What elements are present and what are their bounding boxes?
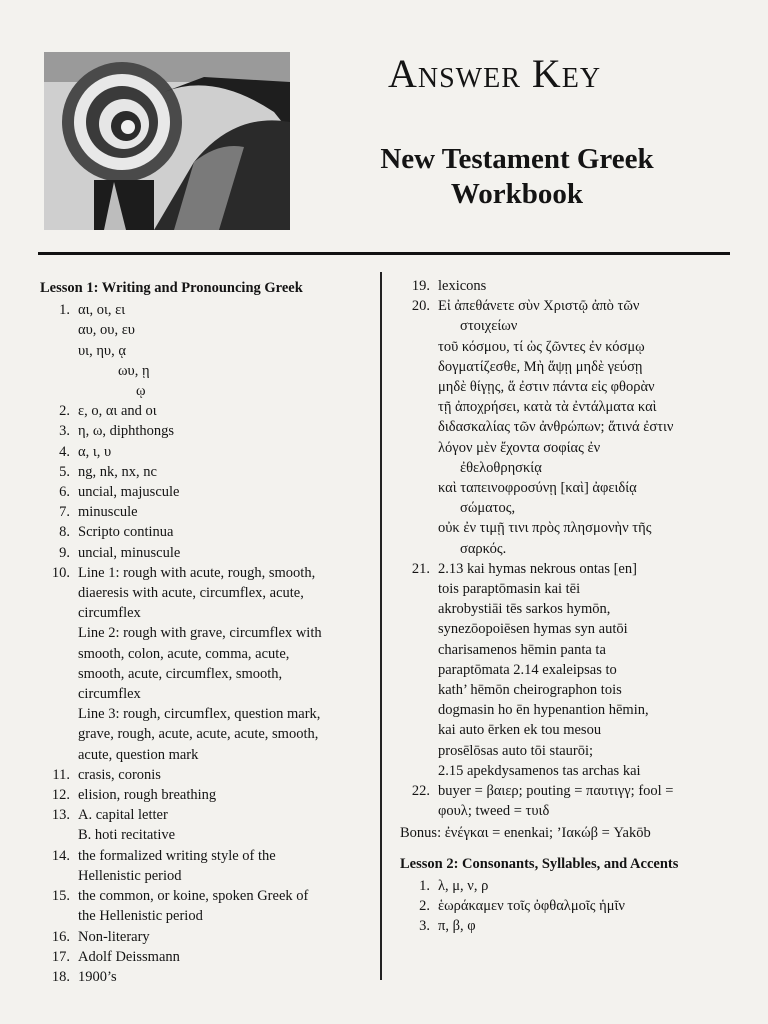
answer-line: δογματίζεσθε, Μὴ ἅψῃ μηδὲ γεύσῃ	[438, 358, 643, 375]
answer-line: lexicons	[438, 278, 487, 294]
workbook-title	[340, 142, 694, 212]
item-number: 7.	[59, 504, 70, 521]
answer-item	[40, 401, 376, 421]
item-number: 1.	[419, 877, 430, 894]
answer-line: A. capital letter	[78, 807, 168, 824]
answer-line: αυ, ου, ευ	[78, 322, 135, 339]
answer-line: tois paraptōmasin kai tēi	[438, 581, 581, 598]
right-column	[400, 276, 736, 937]
answer-line: στοιχείων	[460, 318, 518, 335]
item-number: 3.	[59, 423, 70, 440]
item-number: 2.	[59, 403, 70, 420]
answer-line: Εἰ ἀπεθάνετε σὺν Χριστῷ ἀπὸ τῶν	[438, 298, 640, 315]
item-number: 8.	[59, 524, 70, 541]
answer-item	[40, 765, 376, 785]
answer-line: α, ι, υ	[78, 443, 112, 460]
answer-item	[400, 559, 736, 781]
lesson-1-heading: Lesson 1: Writing and Pronouncing Greek	[40, 280, 303, 296]
item-number: 18.	[51, 968, 70, 985]
answer-line: καὶ ταπεινοφροσύνῃ [καὶ] ἀφειδίᾳ	[438, 480, 637, 497]
answer-line: kath’ hēmōn cheirographon tois	[438, 682, 622, 699]
item-number: 15.	[51, 888, 70, 905]
answer-line: smooth, acute, circumflex, smooth,	[78, 665, 283, 682]
workbook-title-line-2: Workbook	[450, 178, 584, 210]
ionic-column-logo	[44, 52, 290, 230]
answer-line: αι, οι, ει	[78, 302, 126, 319]
item-number: 12.	[51, 787, 70, 804]
answer-line: 2.13 kai hymas nekrous ontas [en]	[438, 560, 637, 577]
answer-line: kai auto ērken ek tou mesou	[438, 722, 602, 739]
answer-line: Line 1: rough with acute, rough, smooth,	[78, 564, 316, 581]
item-number: 22.	[411, 783, 430, 800]
item-number: 6.	[59, 484, 70, 501]
answer-line: charisamenos hēmin panta ta	[438, 641, 606, 658]
answer-line: Non-literary	[78, 928, 150, 945]
answer-line: λόγον μὲν ἔχοντα σοφίας ἐν	[438, 439, 601, 456]
answer-line: Line 2: rough with grave, circumflex with	[78, 625, 322, 642]
item-number: 20.	[411, 298, 430, 315]
answer-item	[400, 276, 736, 296]
answer-line: η, ω, diphthongs	[78, 423, 175, 440]
answer-item	[400, 916, 736, 936]
answer-line: elision, rough breathing	[78, 787, 217, 804]
item-number: 14.	[51, 847, 70, 864]
item-number: 16.	[51, 928, 70, 945]
answer-line: διδασκαλίας τῶν ἀνθρώπων; ἅτινά ἐστιν	[438, 419, 674, 436]
answer-item	[40, 462, 376, 482]
answer-item	[40, 947, 376, 967]
answer-item	[40, 967, 376, 987]
answer-line: circumflex	[78, 686, 141, 703]
item-number: 2.	[419, 898, 430, 915]
answer-item	[400, 781, 736, 821]
item-number: 21.	[411, 560, 430, 577]
answer-line: the common, or koine, spoken Greek of	[78, 888, 309, 905]
item-number: 3.	[419, 918, 430, 935]
answer-item	[400, 896, 736, 916]
item-number: 4.	[59, 443, 70, 460]
answer-line: the Hellenistic period	[78, 908, 203, 925]
answer-line: σαρκός.	[460, 540, 507, 557]
answer-line: minuscule	[78, 504, 138, 521]
answer-line: ῳ	[136, 383, 146, 400]
answer-item	[40, 421, 376, 441]
answer-item	[40, 805, 376, 845]
answer-item	[40, 563, 376, 765]
answer-item	[40, 482, 376, 502]
answer-item	[40, 442, 376, 462]
answer-item	[40, 846, 376, 886]
item-number: 9.	[59, 544, 70, 561]
answer-line: diaeresis with acute, circumflex, acute,	[78, 585, 304, 602]
answer-item	[40, 300, 376, 401]
left-column	[40, 278, 376, 987]
column-divider	[380, 272, 382, 980]
answer-line: dogmasin ho ēn hypenantion hēmin,	[438, 702, 649, 719]
answer-item	[40, 502, 376, 522]
answer-item	[40, 543, 376, 563]
answer-line: τοῦ κόσμου, τί ὡς ζῶντες ἐν κόσμῳ	[438, 338, 645, 355]
answer-line: circumflex	[78, 605, 141, 622]
answer-line: σώματος,	[460, 500, 516, 517]
answer-item	[400, 876, 736, 896]
answer-line: Scripto continua	[78, 524, 174, 541]
item-number: 1.	[59, 302, 70, 319]
item-number: 19.	[411, 278, 430, 294]
item-number: 17.	[51, 948, 70, 965]
ionic-column-scroll-icon	[44, 52, 290, 230]
answer-item	[40, 522, 376, 542]
answer-line: λ, μ, ν, ρ	[438, 877, 489, 894]
answer-item	[40, 785, 376, 805]
answer-line: Hellenistic period	[78, 867, 182, 884]
header-divider	[38, 252, 730, 255]
answer-item	[40, 927, 376, 947]
answer-line: ἑωράκαμεν τοῖς ὀφθαλμοῖς ἡμῖν	[438, 898, 625, 915]
item-number: 5.	[59, 463, 70, 480]
answer-line: υι, ηυ, ᾳ	[78, 342, 126, 359]
answer-line: acute, question mark	[78, 746, 199, 763]
item-number: 13.	[51, 807, 70, 824]
answer-line: uncial, minuscule	[78, 544, 181, 561]
answer-line: π, β, φ	[438, 918, 476, 935]
answer-line: smooth, colon, acute, comma, acute,	[78, 645, 290, 662]
answer-line: φουλ; tweed = τυιδ	[438, 803, 550, 820]
answer-line: Line 3: rough, circumflex, question mark,	[78, 706, 321, 723]
lesson-2-heading: Lesson 2: Consonants, Syllables, and Accents	[400, 855, 679, 872]
answer-line: ng, nk, nx, nc	[78, 463, 157, 480]
answer-line: 1900’s	[78, 968, 117, 985]
workbook-title-line-1: New Testament Greek	[380, 143, 654, 175]
answer-line: τῇ ἀποχρήσει, κατὰ τὰ ἐντάλματα καὶ	[438, 399, 657, 416]
answer-line: synezōopoiēsen hymas syn autōi	[438, 621, 628, 638]
answer-line: paraptōmata 2.14 exaleipsas to	[438, 661, 617, 678]
answer-line: μηδὲ θίγῃς, ἅ ἐστιν πάντα εἰς φθορὰν	[438, 379, 655, 396]
answer-line: ωυ, ῃ	[118, 362, 150, 379]
answer-item	[400, 296, 736, 559]
answer-line: ἐθελοθρησκίᾳ	[460, 459, 542, 476]
answer-line: prosēlōsas auto tōi staurōi;	[438, 742, 594, 759]
answer-line: uncial, majuscule	[78, 484, 180, 501]
page-title: Answer Key	[388, 51, 602, 96]
answer-line: akrobystiāi tēs sarkos hymōn,	[438, 601, 611, 618]
bonus-answer: Bonus: ἐνέγκαι = enenkai; ’Ιακώβ = Yakōb	[400, 825, 651, 842]
item-number: 11.	[52, 766, 70, 783]
answer-line: grave, rough, acute, acute, acute, smooth,	[78, 726, 319, 743]
answer-line: Adolf Deissmann	[78, 948, 180, 965]
answer-item	[40, 886, 376, 926]
answer-line: 2.15 apekdysamenos tas archas kai	[438, 762, 641, 779]
answer-line: οὐκ ἐν τιμῇ τινι πρὸς πλησμονὴν τῆς	[438, 520, 652, 537]
item-number: 10.	[51, 564, 70, 581]
answer-line: ε, ο, αι and οι	[78, 403, 157, 420]
answer-line: buyer = βαιερ; pouting = παυτιγγ; fool =	[438, 783, 674, 800]
answer-line: crasis, coronis	[78, 766, 161, 783]
answer-line: B. hoti recitative	[78, 827, 176, 844]
answer-line: the formalized writing style of the	[78, 847, 276, 864]
